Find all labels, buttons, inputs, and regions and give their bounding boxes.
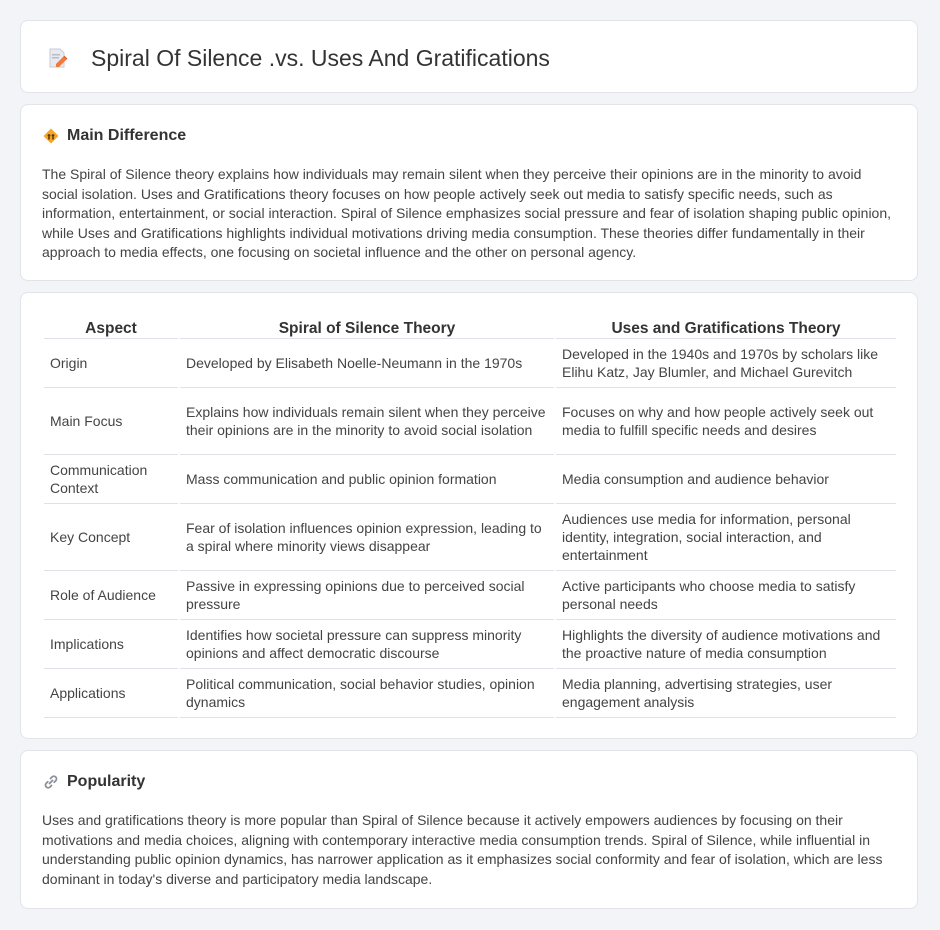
table-cell-aspect: Main Focus [44,388,178,455]
link-icon [43,774,59,790]
popularity-heading: Popularity [67,773,146,790]
table-row [44,620,896,669]
table-cell-uses: Active participants who choose media to satisfy personal needs [556,571,896,620]
table-cell-uses: Focuses on why and how people actively seek out media to fulfill specific needs and desires [556,388,896,455]
table-cell-aspect: Origin [44,339,178,388]
table-row [44,388,896,455]
main-difference-header [43,126,186,146]
table-cell-aspect: Communication Context [44,455,178,504]
comparison-card [20,292,918,739]
diamond-sign-icon [43,128,59,144]
column-header-uses: Uses and Gratifications Theory [556,315,896,339]
table-cell-spiral: Developed by Elisabeth Noelle-Neumann in the 1970s [180,339,554,388]
popularity-header [43,772,145,792]
document-edit-icon [47,47,69,69]
table-header-row [44,315,896,339]
main-difference-card [20,104,918,281]
table-row [44,455,896,504]
table-cell-spiral: Passive in expressing opinions due to perceived social pressure [180,571,554,620]
popularity-text: Uses and gratifications theory is more popular than Spiral of Silence because it actively empowers audiences by focusing on their motivations and media choices, aligning with contemporary interactive media consumption trends. Spiral of Silence, while influential in understanding public opinion dynamics, has narrower application as it emphasizes social conformity and fear of isolation, which are less dominant in today's diverse and participatory media landscape. [42,812,883,887]
comparison-table [42,315,898,718]
table-cell-spiral: Mass communication and public opinion formation [180,455,554,504]
column-header-aspect: Aspect [44,315,178,339]
table-cell-uses: Media consumption and audience behavior [556,455,896,504]
main-difference-text: The Spiral of Silence theory explains how individuals may remain silent when they perceive their opinions are in the minority to avoid social isolation. Uses and Gratifications theory focuses on how people actively seek out media to satisfy specific needs, such as information, entertainment, or social interaction. Spiral of Silence emphasizes social pressure and fear of isolation shaping public opinion, while Uses and Gratifications highlights individual motivations driving media consumption. These theories differ fundamentally in their approach to media effects, one focusing on societal influence and the other on personal agency. [42,166,892,261]
table-cell-uses: Highlights the diversity of audience motivations and the proactive nature of media consumption [556,620,896,669]
table-cell-aspect: Role of Audience [44,571,178,620]
table-cell-spiral: Identifies how societal pressure can suppress minority opinions and affect democratic discourse [180,620,554,669]
title-card [20,20,918,93]
table-cell-uses: Media planning, advertising strategies, user engagement analysis [556,669,896,718]
table-row [44,504,896,571]
table-cell-uses: Developed in the 1940s and 1970s by scholars like Elihu Katz, Jay Blumler, and Michael Gurevitch [556,339,896,388]
table-cell-spiral: Political communication, social behavior studies, opinion dynamics [180,669,554,718]
main-difference-heading: Main Difference [67,127,187,144]
column-header-spiral: Spiral of Silence Theory [180,315,554,339]
page-title: Spiral Of Silence .vs. Uses And Gratifications [91,45,550,71]
table-cell-aspect: Key Concept [44,504,178,571]
table-cell-spiral: Fear of isolation influences opinion expression, leading to a spiral where minority views disappear [180,504,554,571]
table-cell-uses: Audiences use media for information, personal identity, integration, social interaction, and entertainment [556,504,896,571]
table-cell-aspect: Applications [44,669,178,718]
table-row [44,571,896,620]
table-cell-aspect: Implications [44,620,178,669]
table-cell-spiral: Explains how individuals remain silent when they perceive their opinions are in the minority to avoid social isolation [180,388,554,455]
popularity-card [20,750,918,909]
table-row [44,669,896,718]
table-row [44,339,896,388]
